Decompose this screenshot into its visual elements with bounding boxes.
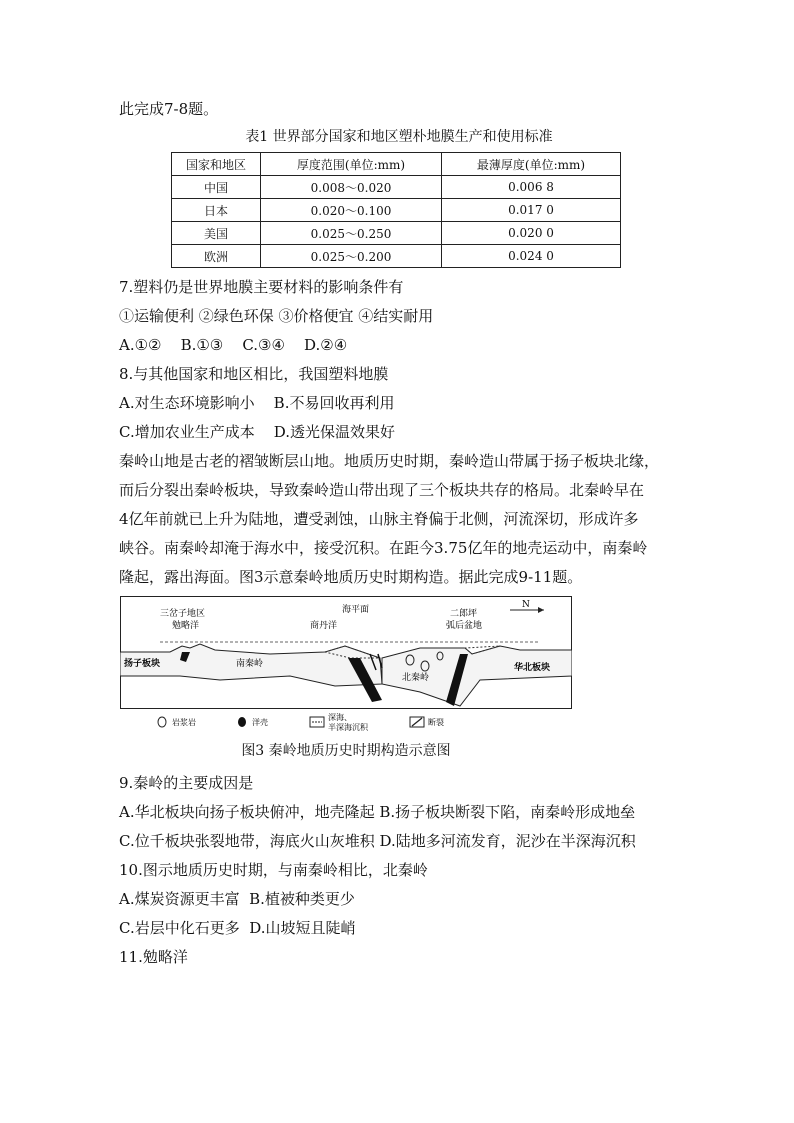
legend-magma-icon (158, 717, 166, 727)
q8-options-ab: A.对生态环境影响小 B.不易回收再利用 (119, 394, 395, 412)
cell-region: 中国 (172, 176, 261, 199)
label-north-qinling: 北秦岭 (402, 673, 430, 683)
q9-stem: 9.秦岭的主要成因是 (119, 774, 254, 792)
q8-stem: 8.与其他国家和地区相比，我国塑料地膜 (119, 365, 389, 383)
header-thickness-range: 厚度范围(单位:mm) (261, 153, 442, 176)
table-header-row (172, 153, 621, 176)
label-north-china-plate: 华北板块 (514, 663, 551, 673)
table-row (172, 199, 621, 222)
q10-stem: 10.图示地质历史时期，与南秦岭相比，北秦岭 (119, 861, 428, 879)
legend-deep-sea-1: 深海、 (328, 713, 352, 722)
table1-caption: 表1 世界部分国家和地区塑朴地膜生产和使用标准 (245, 129, 553, 145)
q9-options-cd: C.位千板块张裂地带，海底火山灰堆积 D.陆地多河流发育，泥沙在半深海沉积 (119, 832, 636, 850)
legend-magma: 岩浆岩 (172, 718, 196, 727)
legend-deep-sea-2: 半深海沉积 (328, 723, 368, 732)
table-row (172, 176, 621, 199)
label-basin: 弧后盆地 (446, 621, 483, 631)
passage-line: 4亿年前就已上升为陆地，遭受剥蚀，山脉主脊偏于北侧，河流深切，形成许多 (119, 510, 639, 528)
label-shangdan: 商丹洋 (310, 621, 338, 631)
legend (158, 712, 444, 732)
table-row (172, 222, 621, 245)
standards-table (171, 152, 621, 268)
passage-line: 隆起，露出海面。图3示意秦岭地质历史时期构造。据此完成9-11题。 (119, 568, 583, 586)
cell-region: 美国 (172, 222, 261, 245)
q9-options-ab: A.华北板块向扬子板块俯冲，地壳隆起 B.扬子板块断裂下陷，南秦岭形成地垒 (119, 803, 636, 821)
table-row (172, 245, 621, 268)
cell-range: 0.025～0.200 (261, 245, 442, 268)
legend-fault: 断裂 (428, 718, 444, 727)
cell-range: 0.020～0.100 (261, 199, 442, 222)
legend-fault-icon-line (412, 718, 422, 726)
cell-min: 0.017 0 (442, 199, 621, 222)
label-erlangping: 二郎坪 (450, 609, 478, 619)
q7-conditions: ①运输便利 ②绿色环保 ③价格便宜 ④结实耐用 (119, 307, 434, 325)
label-sea-level: 海平面 (342, 605, 370, 615)
tectonic-diagram (120, 596, 572, 736)
intro-line: 此完成7-8题。 (119, 100, 219, 118)
cell-min: 0.020 0 (442, 222, 621, 245)
legend-ocean-crust: 洋壳 (252, 718, 268, 727)
q10-options-ab: A.煤炭资源更丰富 B.植被种类更少 (119, 890, 355, 908)
label-south-qinling: 南秦岭 (236, 659, 264, 669)
passage (119, 448, 679, 590)
passage-line: 秦岭山地是古老的褶皱断层山地。地质历史时期，秦岭造山带属于扬子板块北缘， (119, 452, 660, 470)
header-min-thickness: 最薄厚度(单位:mm) (442, 153, 621, 176)
label-yangtze-plate: 扬子板块 (124, 659, 161, 669)
legend-ocean-crust-icon (238, 717, 246, 727)
label-sancha: 三岔子地区 (160, 609, 206, 619)
cell-range: 0.025～0.250 (261, 222, 442, 245)
q8-options-cd: C.增加农业生产成本 D.透光保温效果好 (119, 423, 396, 441)
cell-region: 日本 (172, 199, 261, 222)
cell-range: 0.008～0.020 (261, 176, 442, 199)
document-page (119, 96, 679, 970)
cell-region: 欧洲 (172, 245, 261, 268)
q7-options: A.①② B.①③ C.③④ D.②④ (119, 336, 348, 354)
passage-line: 峡谷。南秦岭却淹于海水中，接受沉积。在距今3.75亿年的地壳运动中，南秦岭 (119, 539, 648, 557)
passage-line: 而后分裂出秦岭板块，导致秦岭造山带出现了三个板块共存的格局。北秦岭早在 (119, 481, 645, 499)
q10-options-cd: C.岩层中化石更多 D.山坡短且陡峭 (119, 919, 356, 937)
figure3 (120, 596, 572, 762)
figure3-caption: 图3 秦岭地质历史时期构造示意图 (241, 743, 451, 759)
north-arrow-head (538, 607, 544, 613)
q7-stem: 7.塑料仍是世界地膜主要材料的影响条件有 (119, 278, 404, 296)
label-mianlue: 勉略洋 (172, 621, 200, 631)
north-label: N (522, 600, 530, 610)
cell-min: 0.024 0 (442, 245, 621, 268)
cell-min: 0.006 8 (442, 176, 621, 199)
header-region: 国家和地区 (172, 153, 261, 176)
q11-stem: 11.勉略洋 (119, 948, 188, 966)
